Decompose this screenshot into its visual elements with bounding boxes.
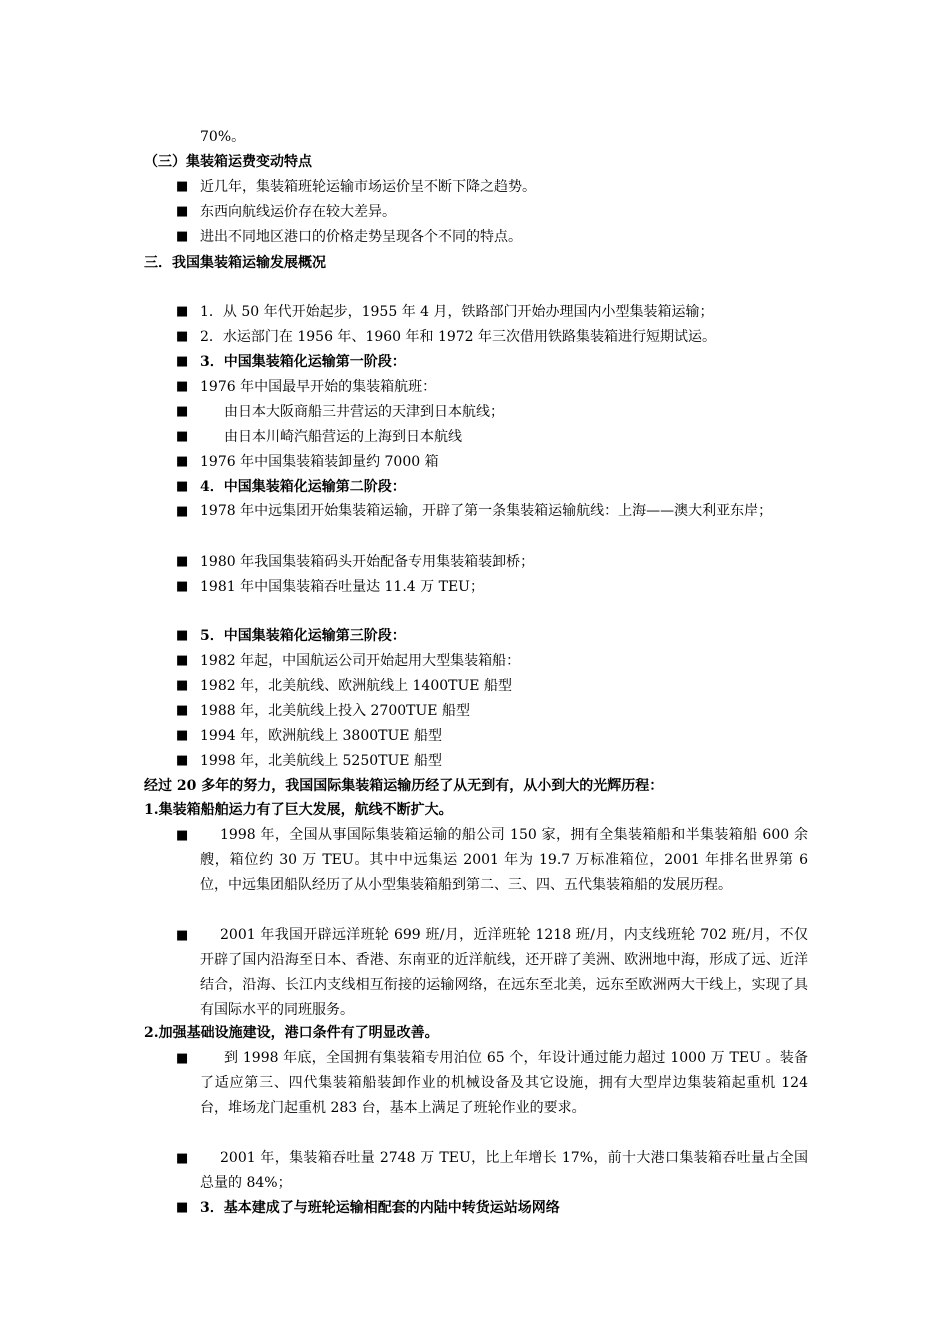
bullet-icon: ■ [176,229,189,244]
list-item-stage-3: 5．中国集装箱化运输第三阶段： [200,628,406,644]
list-item: 1981 年中国集装箱吞吐量达 11.4 万 TEU； [200,579,484,595]
list-item: 近几年，集装箱班轮运输市场运价呈不断下降之趋势。 [200,179,536,195]
bullet-icon: ■ [176,504,189,519]
list-item: 2．水运部门在 1956 年、1960 年和 1972 年三次借用铁路集装箱进行短期试运。 [200,329,717,345]
list-item: 1988 年，北美航线上投入 2700TUE 船型 [200,703,470,719]
list-item: 1980 年我国集装箱码头开始配备专用集装箱装卸桥； [200,554,535,570]
heading-section-3: 三．我国集装箱运输发展概况 [144,255,326,271]
bullet-icon: ■ [176,179,189,194]
list-item: 1976 年中国集装箱装卸量约 7000 箱 [200,454,439,470]
list-item: 由日本川崎汽船营运的上海到日本航线 [224,429,462,445]
continued-text: 70%。 [200,129,246,145]
list-item: 1978 年中远集团开始集装箱运输，开辟了第一条集装箱运输航线：上海——澳大利亚东岸； [200,503,773,519]
bullet-icon: ■ [176,404,189,419]
list-item: 东西向航线运价存在较大差异。 [200,204,396,220]
bullet-icon: ■ [176,728,189,743]
bullet-icon: ■ [176,628,189,643]
paragraph: 2001 年我国开辟远洋班轮 699 班/月，近洋班轮 1218 班/月，内支线班轮 702 班/月，不仅开辟了国内沿海至日本、香港、东南亚的近洋航线，还开辟了美洲、欧洲地中海，形成了远、近洋结合，沿海、长江内支线相互衔接的运输网络，在远东至北美，远东至欧洲两大干线上，实现了具有国际水平的同班服务。 [200,927,808,1018]
bullet-icon: ■ [176,653,189,668]
paragraph: 1998 年，全国从事国际集装箱运输的船公司 150 家，拥有全集装箱船和半集装箱船 600 余艘，箱位约 30 万 TEU。其中中远集运 2001 年为 19.7 万标准箱位，2001 年排名世界第 6 位，中远集团船队经历了从小型集装箱船到第二、三、四、五代集装箱船的发展历程。 [200,827,808,893]
bullet-icon: ■ [176,204,189,219]
bullet-icon: ■ [176,304,189,319]
bullet-icon: ■ [176,1200,189,1215]
bullet-icon: ■ [176,354,189,369]
heading-freight: （三）集装箱运费变动特点 [144,154,312,170]
bullet-icon: ■ [176,828,189,843]
bullet-icon: ■ [176,928,189,943]
list-item: 1．从 50 年代开始起步，1955 年 4 月，铁路部门开始办理国内小型集装箱运输； [200,304,714,320]
bullet-icon: ■ [176,479,189,494]
bullet-icon: ■ [176,678,189,693]
heading-point-3: 3．基本建成了与班轮运输相配套的内陆中转货运站场网络 [200,1200,560,1216]
summary-heading: 经过 20 多年的努力，我国国际集装箱运输历经了从无到有，从小到大的光辉历程： [144,778,664,794]
bullet-icon: ■ [176,554,189,569]
bullet-icon: ■ [176,429,189,444]
bullet-icon: ■ [176,579,189,594]
list-item: 1982 年起，中国航运公司开始起用大型集装箱船： [200,653,521,669]
bullet-icon: ■ [176,454,189,469]
paragraph: 到 1998 年底，全国拥有集装箱专用泊位 65 个，年设计通过能力超过 1000 万 TEU 。装备了适应第三、四代集装箱船装卸作业的机械设备及其它设施，拥有大型岸边集装箱起重机 124 台，堆场龙门起重机 283 台，基本上满足了班轮作业的要求。 [200,1050,808,1116]
list-item: 由日本大阪商船三井营运的天津到日本航线； [224,404,504,420]
list-item: 1976 年中国最早开始的集装箱航班： [200,379,437,395]
paragraph: 2001 年，集装箱吞吐量 2748 万 TEU，比上年增长 17%，前十大港口集装箱吞吐量占全国总量的 84%； [200,1150,808,1191]
heading-point-2: 2.加强基础设施建设，港口条件有了明显改善。 [144,1025,439,1041]
list-item: 1998 年，北美航线上 5250TUE 船型 [200,753,442,769]
bullet-icon: ■ [176,703,189,718]
bullet-icon: ■ [176,329,189,344]
bullet-icon: ■ [176,753,189,768]
list-item-stage-1: 3．中国集装箱化运输第一阶段： [200,354,406,370]
bullet-icon: ■ [176,1051,189,1066]
list-item: 1994 年，欧洲航线上 3800TUE 船型 [200,728,442,744]
list-item-stage-2: 4．中国集装箱化运输第二阶段： [200,479,406,495]
list-item: 1982 年，北美航线、欧洲航线上 1400TUE 船型 [200,678,512,694]
list-item: 进出不同地区港口的价格走势呈现各个不同的特点。 [200,229,522,245]
heading-point-1: 1.集装箱船舶运力有了巨大发展，航线不断扩大。 [144,802,453,818]
bullet-icon: ■ [176,379,189,394]
bullet-icon: ■ [176,1151,189,1166]
